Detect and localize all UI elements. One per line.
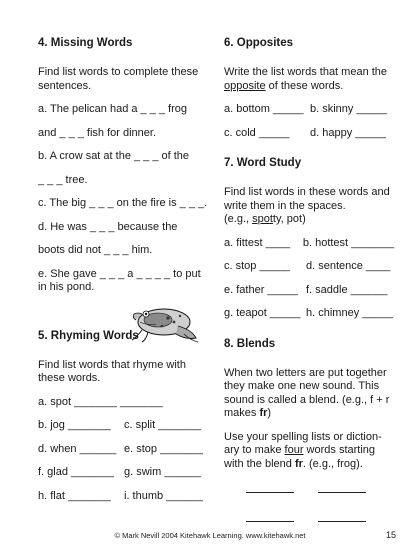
blends-answer-row-1 [224,483,394,498]
word-study-row-ef [224,284,394,298]
word-study-d: d. sentence ____ [306,260,391,272]
missing-words-c1: c. The big _ _ _ on the fire is _ _ _. [38,197,208,209]
section-4-intro: Find list words to complete these sentences. [38,66,199,92]
section-7-example-post: ty, pot) [272,213,306,225]
section-7-example-underlined: spot [252,213,273,225]
blend-answer-line-4 [318,512,366,522]
word-study-row-gh [224,307,394,321]
section-7-title: 7. Word Study [224,157,302,169]
opposite-b: b. skinny _____ [310,103,388,115]
missing-words-e1: e. She gave _ _ _ a _ _ _ _ to put [38,267,201,280]
rhyme-d: d. when ______ [38,442,117,455]
opposite-c: c. cold _____ [224,126,290,139]
page-number: 15 [385,530,396,540]
section-4-title: 4. Missing Words [38,37,133,49]
blends-p2-bold: fr [294,457,303,470]
blend-answer-line-2 [318,483,366,493]
section-8-paragraph-2 [224,431,394,472]
missing-words-a2: and _ _ _ fish for dinner. [38,126,157,139]
word-study-e: e. father _____ [224,283,299,296]
rhyme-row-bc [38,419,218,433]
rhyme-row-hi [38,490,218,504]
word-study-a: a. fittest ____ [224,236,291,249]
rhyme-f: f. glad _______ [38,466,114,478]
blends-p2-mid: words starting with the blend [224,444,376,470]
blends-p1-text: When two letters are put together they make one new sound. This sound is called a blend. (e.g., f + r makes [224,366,390,419]
missing-words-d1: d. He was _ _ _ because the [38,220,178,233]
section-7-intro: Find list words in these words and write them in the spaces. [224,186,390,212]
missing-words-d2: boots did not _ _ _ him. [38,244,153,256]
word-study-h: h. chimney _____ [306,307,393,319]
rhyme-b: b. jog _______ [38,419,111,431]
missing-words-b2: _ _ _ tree. [38,173,88,186]
section-7-example [224,213,394,227]
rhyme-c: c. split _______ [124,419,202,431]
word-study-row-ab [224,237,394,251]
word-study-g: g. teapot _____ [224,307,301,319]
blends-p2-underlined: four [284,444,304,456]
section-7-example-pre: (e.g., [224,213,253,225]
opposites-row-ab [224,103,394,117]
rhyme-e: e. stop _______ [124,442,203,455]
rhyme-row-fg [38,466,218,480]
blend-answer-line-1 [246,483,294,493]
section-6-title: 6. Opposites [224,37,294,49]
blends-answer-row-2 [224,512,394,527]
opposites-row-cd [224,127,394,141]
section-5-intro: Find list words that rhyme with these words. [38,358,186,384]
blends-p1-bold: fr [259,407,268,419]
blends-p2-text: Use your spelling lists or diction-ary to make [224,430,382,456]
left-column [38,36,218,503]
word-study-row-cd [224,260,394,274]
opposite-a: a. bottom _____ [224,103,304,115]
section-6-intro-post: of these words. [265,79,344,92]
frog-illustration [128,300,200,344]
section-6-intro-underlined: opposite [224,79,266,92]
rhyme-i: i. thumb ______ [124,489,203,502]
blends-p1-end: ) [267,407,272,419]
word-study-f: f. saddle ______ [306,283,388,296]
word-study-c: c. stop _____ [224,260,291,272]
section-8-paragraph-1 [224,367,394,421]
blend-answer-line-3 [246,512,294,522]
rhyme-h: h. flat _______ [38,489,111,502]
section-5-title: 5. Rhyming Words [38,329,139,342]
blends-p2-end: . (e.g., frog). [302,457,363,470]
missing-words-b1: b. A crow sat at the _ _ _ of the [38,150,190,162]
footer-copyright: © Mark Nevill 2004 Kitehawk Learning. www.kitehawk.net [114,531,306,540]
section-6-intro-pre: Write the list words that mean the [224,66,388,78]
word-study-b: b. hottest _______ [302,236,394,249]
missing-words-a1: a. The pelican had a _ _ _ frog [38,103,188,115]
missing-words-e2: in his pond. [38,281,95,293]
section-8-title: 8. Blends [224,337,276,350]
rhyme-a: a. spot _______ _______ [38,395,163,408]
rhyme-row-de [38,443,218,457]
rhyme-g: g. swim ______ [124,466,202,478]
right-column [224,36,394,526]
opposite-d: d. happy _____ [310,126,386,139]
frog-icon [128,300,200,344]
section-6-intro [224,66,394,93]
